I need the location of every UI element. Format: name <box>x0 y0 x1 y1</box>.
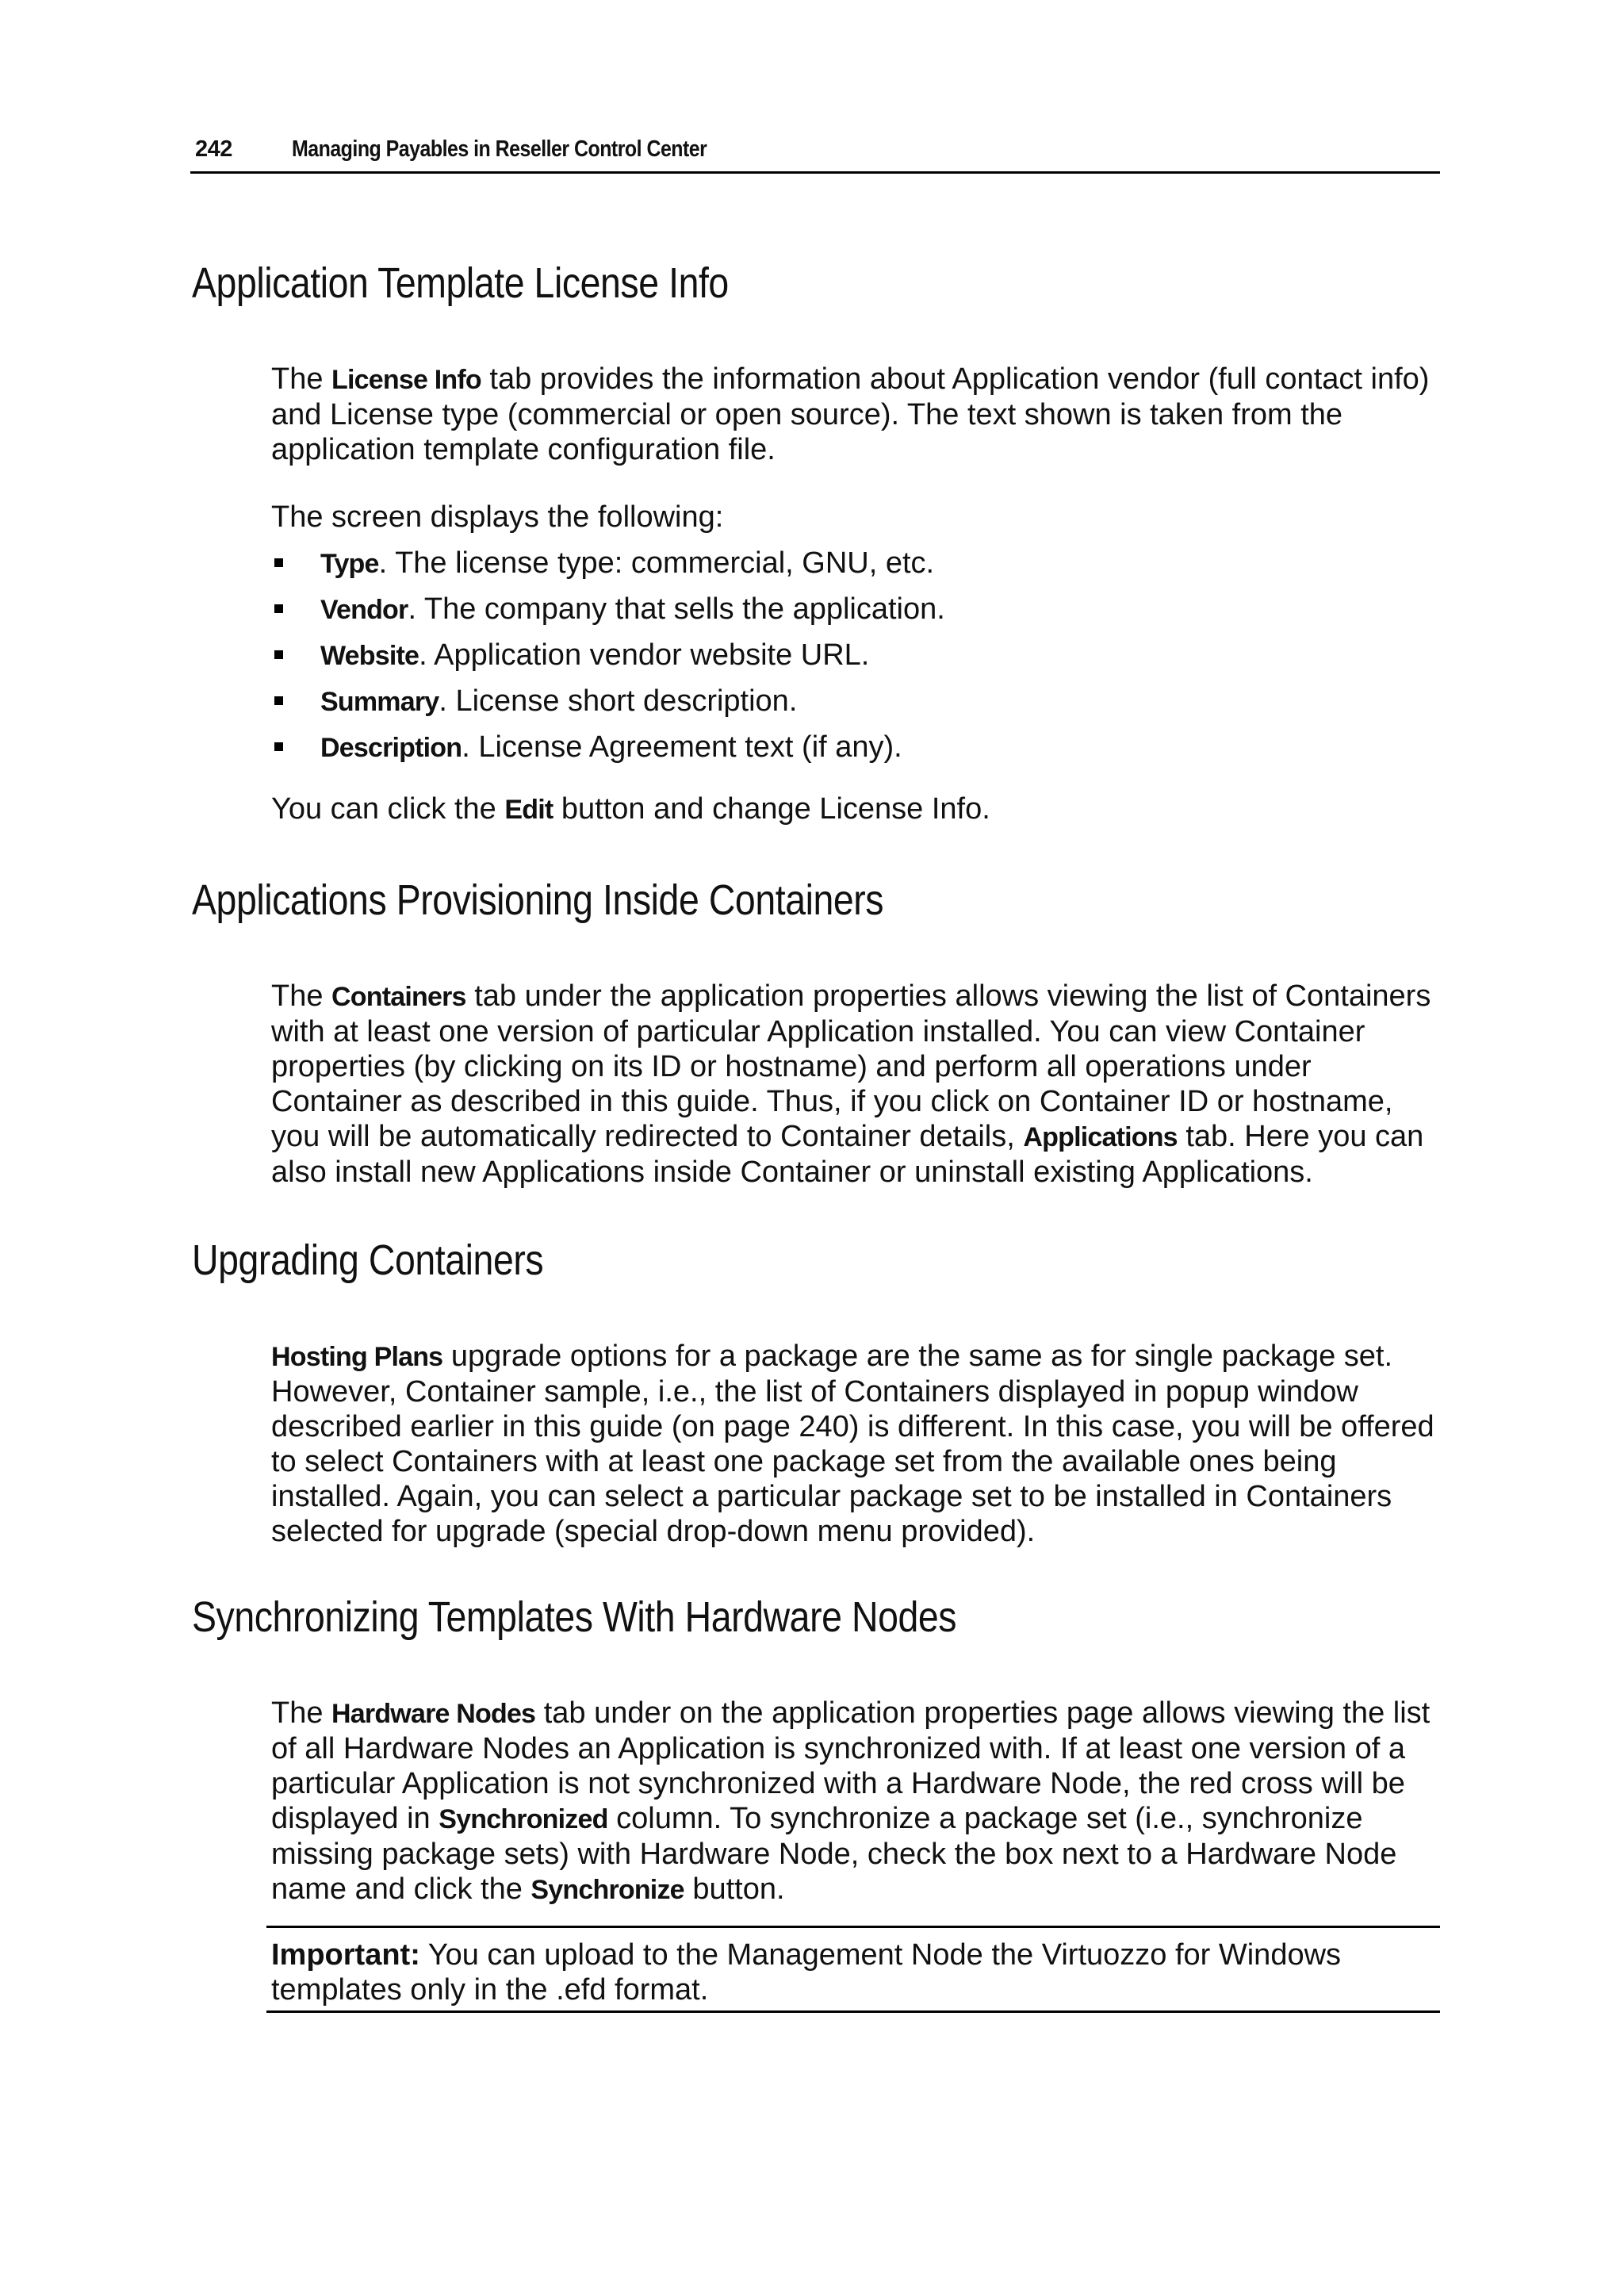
text-run: . License short description. <box>439 684 798 718</box>
screen-lead: The screen displays the following: <box>271 500 724 534</box>
text-run: tab under the application properties allows viewing the list of Containers with at least one version of particular Application installed. You can view Container properties (by clicking on its ID or hostname) and perform all operations under Container as described in this guide. Thus, if you click on Container ID or hostname, you will be automatically redirected to Container details, <box>271 979 1431 1153</box>
bold-term: Type <box>320 549 379 579</box>
bold-term: Containers <box>331 982 466 1012</box>
text-run: tab. Here you can also install new Applications inside Container or uninstall existing Applications. <box>271 1120 1424 1189</box>
provisioning-paragraph <box>271 979 1445 1190</box>
list-item <box>271 684 1421 730</box>
bullet-square-icon <box>274 650 283 659</box>
text-run: button. <box>684 1872 785 1906</box>
section-heading-synchronizing: Synchronizing Templates With Hardware Nodes <box>192 1593 957 1641</box>
bold-term: Hosting Plans <box>271 1342 443 1372</box>
note-text <box>271 1938 1421 2007</box>
bold-term: Edit <box>504 795 553 825</box>
license-field-list <box>271 546 1421 776</box>
list-item <box>271 546 1421 592</box>
bold-term: Synchronized <box>439 1804 608 1834</box>
text-run: You can click the <box>271 792 505 826</box>
text-run: . Application vendor website URL. <box>419 638 870 672</box>
edit-instruction <box>271 792 1445 827</box>
bold-term: Website <box>320 641 419 671</box>
bullet-square-icon <box>274 604 283 613</box>
bullet-square-icon <box>274 558 283 567</box>
text-run: tab under on the application properties page allows viewing the list of all Hardware Nodes an Application is synchronized with. If at least one version of a particular Application is not synchronized with a Hardware Node, the red cross will be displayed in <box>271 1696 1431 1835</box>
running-header <box>190 133 1440 174</box>
license-info-intro <box>271 362 1445 467</box>
text-run: . License Agreement text (if any). <box>462 730 902 764</box>
bold-term: Summary <box>320 687 439 717</box>
text-run: tab provides the information about Application vendor (full contact info) and License type (commercial or open source). The text shown is taken from the application template configuration file. <box>271 362 1430 466</box>
text-run: You can upload to the Management Node the Virtuozzo for Windows templates only in the .efd format. <box>271 1938 1342 2007</box>
bold-term: Applications <box>1023 1122 1178 1152</box>
note-label: Important: <box>271 1938 420 1972</box>
bold-term: Hardware Nodes <box>331 1699 536 1729</box>
chapter-title: Managing Payables in Reseller Control Center <box>292 136 707 162</box>
text-run: The <box>271 1696 332 1730</box>
section-heading-license-info: Application Template License Info <box>192 259 729 307</box>
bullet-square-icon <box>274 696 283 705</box>
bold-term: Synchronize <box>530 1875 684 1905</box>
section-heading-upgrading: Upgrading Containers <box>192 1236 544 1284</box>
list-item <box>271 638 1421 684</box>
bold-term: Vendor <box>320 595 408 625</box>
bold-term: Description <box>320 733 462 763</box>
section-heading-provisioning: Applications Provisioning Inside Containers <box>192 876 884 924</box>
text-run: upgrade options for a package are the same as for single package set. However, Container sample, i.e., the list of Containers displayed in popup window described earlier in this guide (on page 240) is different. In this case, you will be offered to select Containers with at least one package set from the available ones being installed. Again, you can select a particular package set to be installed in Containers selected for upgrade (special drop-down menu provided). <box>271 1340 1434 1548</box>
text-run: The <box>271 362 332 396</box>
text-run: The <box>271 979 332 1013</box>
text-run: button and change License Info. <box>553 792 990 826</box>
list-item <box>271 592 1421 638</box>
synchronizing-paragraph <box>271 1696 1445 1907</box>
list-item <box>271 730 1421 776</box>
text-run: column. To synchronize a package set (i.e., synchronize missing package sets) with Hardware Node, check the box next to a Hardware Node name and click the <box>271 1802 1397 1906</box>
page-number: 242 <box>195 136 232 162</box>
text-run: . The license type: commercial, GNU, etc. <box>378 546 935 580</box>
important-note <box>266 1926 1440 2013</box>
upgrading-paragraph <box>271 1339 1445 1549</box>
bullet-square-icon <box>274 742 283 751</box>
text-run: . The company that sells the application. <box>408 592 945 626</box>
bold-term: License Info <box>331 365 481 395</box>
